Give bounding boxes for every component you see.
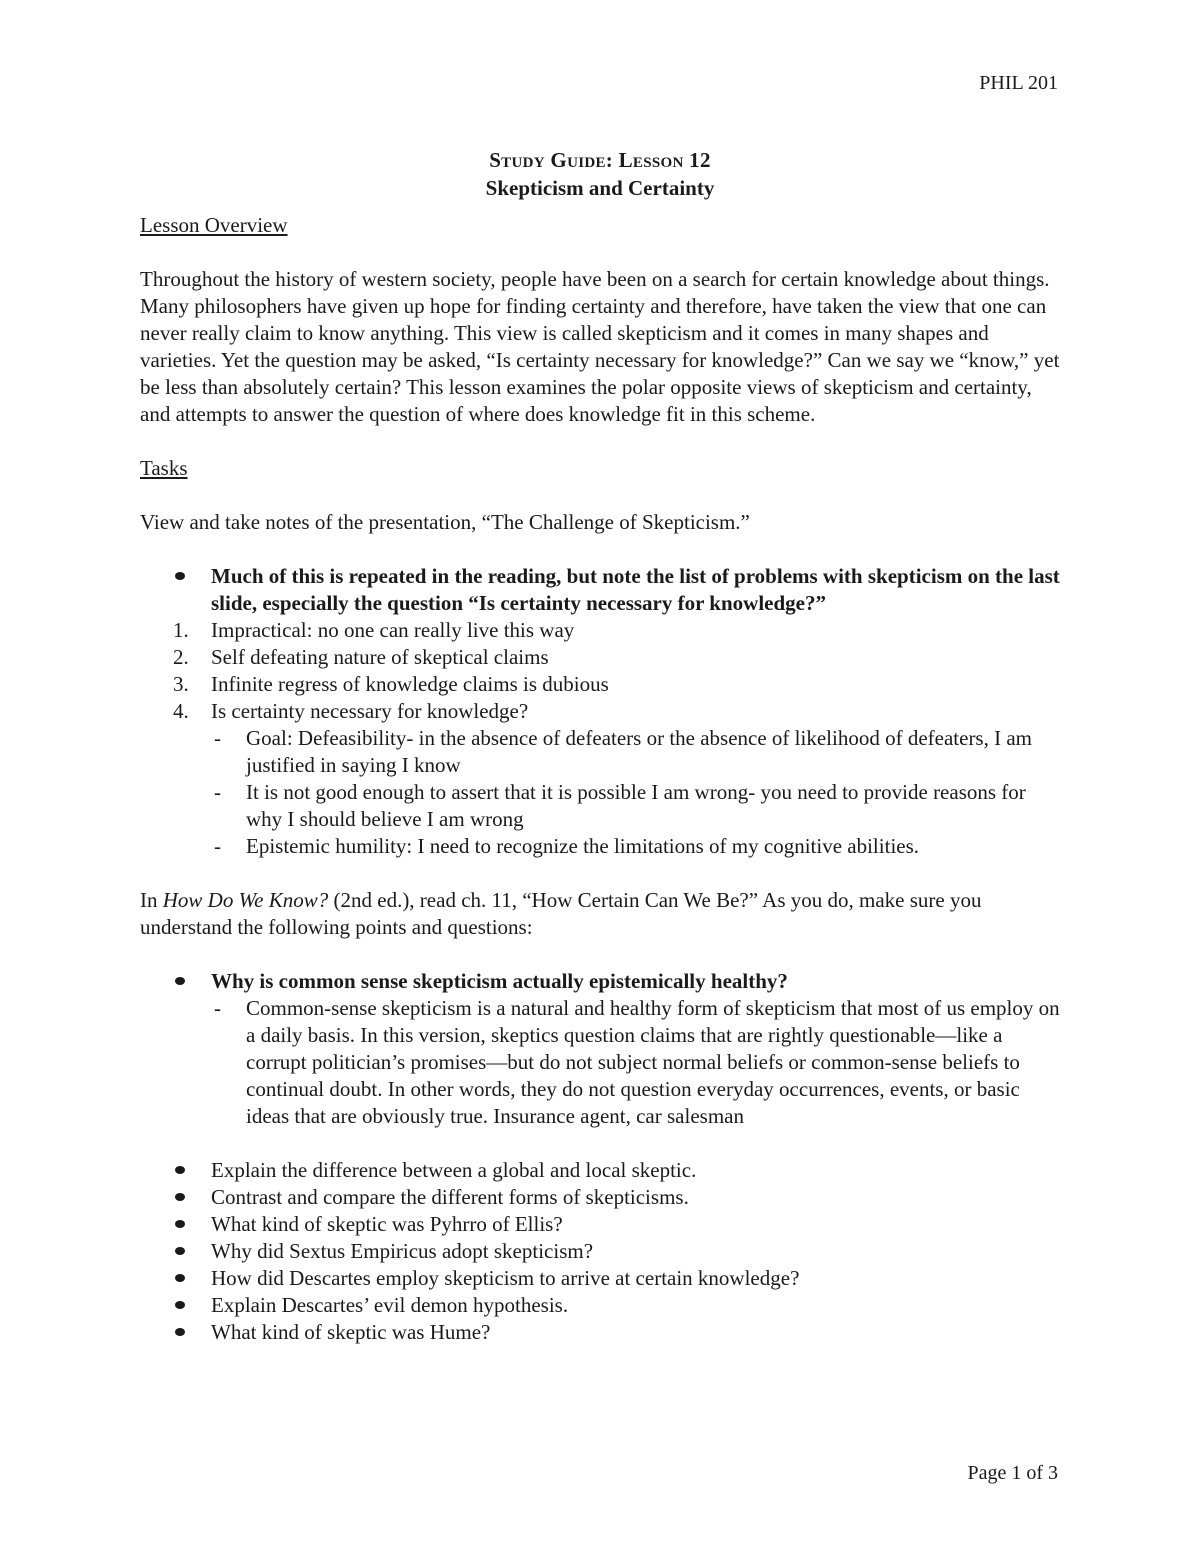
- dash-marker: -: [214, 780, 221, 804]
- page-subtitle: Skepticism and Certainty: [485, 176, 715, 200]
- list-item: [211, 833, 1065, 860]
- bullet-icon: [175, 1220, 185, 1228]
- list-item: [140, 563, 1065, 617]
- list-item: [211, 995, 1065, 1130]
- list-item: [140, 617, 1065, 644]
- presentation-bullets: [140, 563, 1065, 617]
- list-item: [140, 1157, 1065, 1184]
- dash-marker: -: [214, 726, 221, 750]
- list-item-text: Common-sense skepticism is a natural and healthy form of skepticism that most of us employ on a daily basis. In this version, skeptics question claims that are rightly questionable—like a corrupt politician’s promises—but do not subject normal beliefs or common-sense beliefs to continual doubt. In other words, they do not question everyday occurrences, events, or basic ideas that are obviously true. Insurance agent, car salesman: [246, 996, 1060, 1128]
- question-text: What kind of skeptic was Pyhrro of Ellis?: [211, 1212, 563, 1236]
- questions-list: [140, 1157, 1065, 1346]
- list-number: 3.: [173, 672, 189, 696]
- list-number: 2.: [173, 645, 189, 669]
- list-item: [140, 671, 1065, 698]
- title-block: [140, 146, 1060, 202]
- reading-instructions: [140, 887, 1065, 941]
- problems-list: [140, 617, 1065, 860]
- question-text: What kind of skeptic was Hume?: [211, 1320, 491, 1344]
- list-item: [140, 1211, 1065, 1238]
- list-item: [140, 1292, 1065, 1319]
- reading-bullets: [140, 968, 1065, 1130]
- tasks-intro: View and take notes of the presentation, “The Challenge of Skepticism.”: [140, 510, 750, 534]
- list-item-text: Epistemic humility: I need to recognize the limitations of my cognitive abilities.: [246, 834, 920, 858]
- sub-points-list: [211, 725, 1065, 860]
- tasks-heading: Tasks: [140, 456, 188, 480]
- question-text: Contrast and compare the different forms of skepticisms.: [211, 1185, 689, 1209]
- list-item: [140, 698, 1065, 860]
- list-item-text: Impractical: no one can really live this way: [211, 618, 575, 642]
- overview-body: Throughout the history of western society, people have been on a search for certain knowledge about things. Many philosophers have given up hope for finding certainty and therefore, have taken the view that one can never really claim to know anything. This view is called skepticism and it comes in many shapes and varieties. Yet the question may be asked, “Is certainty necessary for knowledge?” Can we say we “know,” yet be less than absolutely certain? This lesson examines the polar opposite views of skepticism and certainty, and attempts to answer the question of where does knowledge fit in this scheme.: [140, 267, 1060, 426]
- bullet-icon: [175, 1328, 185, 1336]
- bullet-text: Much of this is repeated in the reading, but note the list of problems with skepticism on the last slide, especially the question “Is certainty necessary for knowledge?”: [211, 564, 1060, 615]
- bullet-text: Why is common sense skepticism actually epistemically healthy?: [211, 969, 788, 993]
- question-text: How did Descartes employ skepticism to arrive at certain knowledge?: [211, 1266, 800, 1290]
- list-number: 4.: [173, 699, 189, 723]
- dash-marker: -: [214, 996, 221, 1020]
- overview-heading: Lesson Overview: [140, 213, 288, 237]
- list-item-text: It is not good enough to assert that it is possible I am wrong- you need to provide reasons for why I should believe I am wrong: [246, 780, 1026, 831]
- page-number: Page 1 of 3: [967, 1462, 1058, 1484]
- bullet-icon: [175, 572, 185, 580]
- bullet-icon: [175, 1274, 185, 1282]
- main-content: [140, 212, 1065, 1346]
- sub-points-list: [211, 995, 1065, 1130]
- course-code: PHIL 201: [979, 72, 1058, 94]
- list-item: [140, 1319, 1065, 1346]
- page-title: Study Guide: Lesson 12: [489, 148, 711, 172]
- list-item-text: Infinite regress of knowledge claims is dubious: [211, 672, 609, 696]
- list-item: [140, 1265, 1065, 1292]
- reading-suffix: (2nd ed.), read ch. 11, “How Certain Can We Be?” As you do, make sure you understand the following points and questions:: [140, 888, 982, 939]
- list-item-text: Self defeating nature of skeptical claims: [211, 645, 549, 669]
- list-item-text: Is certainty necessary for knowledge?: [211, 699, 529, 723]
- book-title: How Do We Know?: [162, 888, 329, 912]
- dash-marker: -: [214, 834, 221, 858]
- reading-prefix: In: [140, 888, 163, 912]
- list-item: [140, 644, 1065, 671]
- list-item: [140, 1184, 1065, 1211]
- question-text: Explain Descartes’ evil demon hypothesis.: [211, 1293, 569, 1317]
- bullet-icon: [175, 1193, 185, 1201]
- question-text: Explain the difference between a global and local skeptic.: [211, 1158, 697, 1182]
- list-item: [140, 1238, 1065, 1265]
- list-item: [211, 779, 1065, 833]
- list-item-text: Goal: Defeasibility- in the absence of defeaters or the absence of likelihood of defeaters, I am justified in saying I know: [246, 726, 1033, 777]
- list-item: [140, 968, 1065, 1130]
- bullet-icon: [175, 977, 185, 985]
- bullet-icon: [175, 1247, 185, 1255]
- list-number: 1.: [173, 618, 189, 642]
- bullet-icon: [175, 1166, 185, 1174]
- question-text: Why did Sextus Empiricus adopt skepticism?: [211, 1239, 594, 1263]
- bullet-icon: [175, 1301, 185, 1309]
- list-item: [211, 725, 1065, 779]
